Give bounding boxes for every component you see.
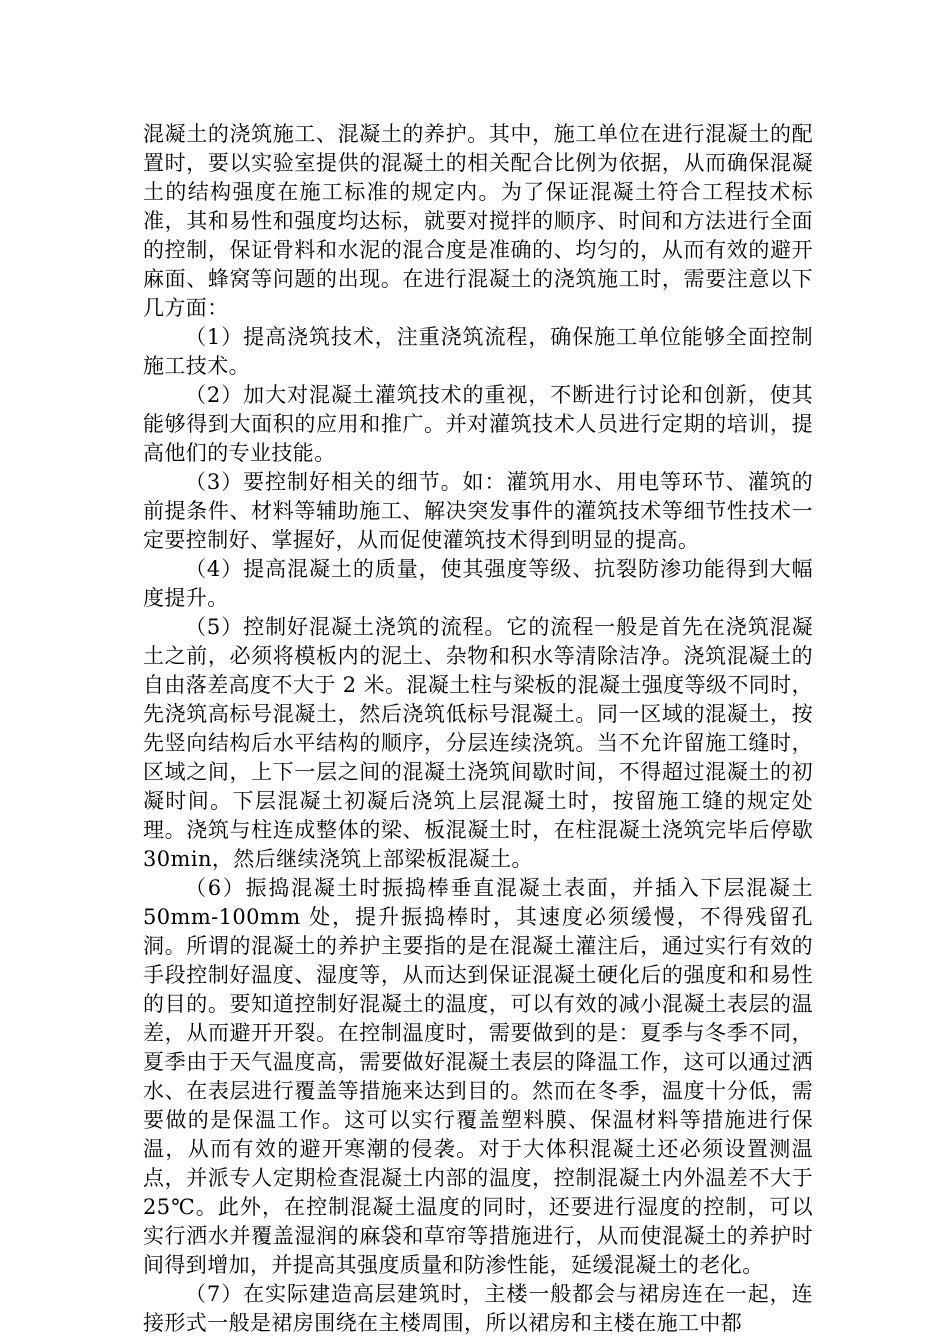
paragraph-item-3: （3）要控制好相关的细节。如：灌筑用水、用电等环节、灌筑的前提条件、材料等辅助施工、解决突发事件的灌筑技术等细节性技术一定要控制好、掌握好，从而促使灌筑技术得到明显的提高。	[143, 470, 813, 552]
paragraph-item-1: （1）提高浇筑技术，注重浇筑流程，确保施工单位能够全面控制施工技术。	[143, 325, 813, 378]
paragraph-intro: 混凝土的浇筑施工、混凝土的养护。其中，施工单位在进行混凝土的配置时，要以实验室提供的混凝土的相关配合比例为依据，从而确保混凝土的结构强度在施工标准的规定内。为了保证混凝土符合工程技术标准，其和易性和强度均达标，就要对搅拌的顺序、时间和方法进行全面的控制，保证骨料和水泥的混合度是准确的、均匀的，从而有效的避开麻面、蜂窝等问题的出现。在进行混凝土的浇筑施工时，需要注意以下几方面：	[143, 122, 813, 320]
body-text	[143, 120, 813, 1338]
paragraph-item-7: （7）在实际建造高层建筑时，主楼一般都会与裙房连在一起，连接形式一般是裙房围绕在主楼周围，所以裙房和主楼在施工中都	[143, 1282, 813, 1335]
paragraph-item-4: （4）提高混凝土的质量，使其强度等级、抗裂防渗功能得到大幅度提升。	[143, 557, 813, 610]
paragraph-item-5: （5）控制好混凝土浇筑的流程。它的流程一般是首先在浇筑混凝土之前，必须将模板内的泥土、杂物和积水等清除洁净。浇筑混凝土的自由落差高度不大于 2 米。混凝土柱与梁板的混凝土强度等级不同时，先浇筑高标号混凝土，然后浇筑低标号混凝土。同一区域的混凝土，按先竖向结构后水平结构的顺序，分层连续浇筑。当不允许留施工缝时，区域之间，上下一层之间的混凝土浇筑间歇时间，不得超过混凝土的初凝时间。下层混凝土初凝后浇筑上层混凝土时，按留施工缝的规定处理。浇筑与柱连成整体的梁、板混凝土时，在柱混凝土浇筑完毕后停歇 30min，然后继续浇筑上部梁板混凝土。	[143, 615, 813, 871]
paragraph-item-6: （6）振捣混凝土时振捣棒垂直混凝土表面，并插入下层混凝土 50mm-100mm 处，提升振捣棒时，其速度必须缓慢，不得残留孔洞。所谓的混凝土的养护主要指的是在混凝土灌注后，通过实行有效的手段控制好温度、湿度等，从而达到保证混凝土硬化后的强度和和易性的目的。要知道控制好混凝土的温度，可以有效的减小混凝土表层的温差，从而避开开裂。在控制温度时，需要做到的是：夏季与冬季不同，夏季由于天气温度高，需要做好混凝土表层的降温工作，这可以通过洒水、在表层进行覆盖等措施来达到目的。然而在冬季，温度十分低，需要做的是保温工作。这可以实行覆盖塑料膜、保温材料等措施进行保温，从而有效的避开寒潮的侵袭。对于大体积混凝土还必须设置测温点，并派专人定期检查混凝土内部的温度，控制混凝土内外温差不大于 25℃。此外，在控制混凝土温度的同时，还要进行湿度的控制，可以实行洒水并覆盖湿润的麻袋和草帘等措施进行，从而使混凝土的养护时间得到增加，并提高其强度质量和防渗性能，延缓混凝土的老化。	[143, 876, 813, 1277]
paragraph-item-2: （2）加大对混凝土灌筑技术的重视，不断进行讨论和创新，使其能够得到大面积的应用和推广。并对灌筑技术人员进行定期的培训，提高他们的专业技能。	[143, 383, 813, 465]
